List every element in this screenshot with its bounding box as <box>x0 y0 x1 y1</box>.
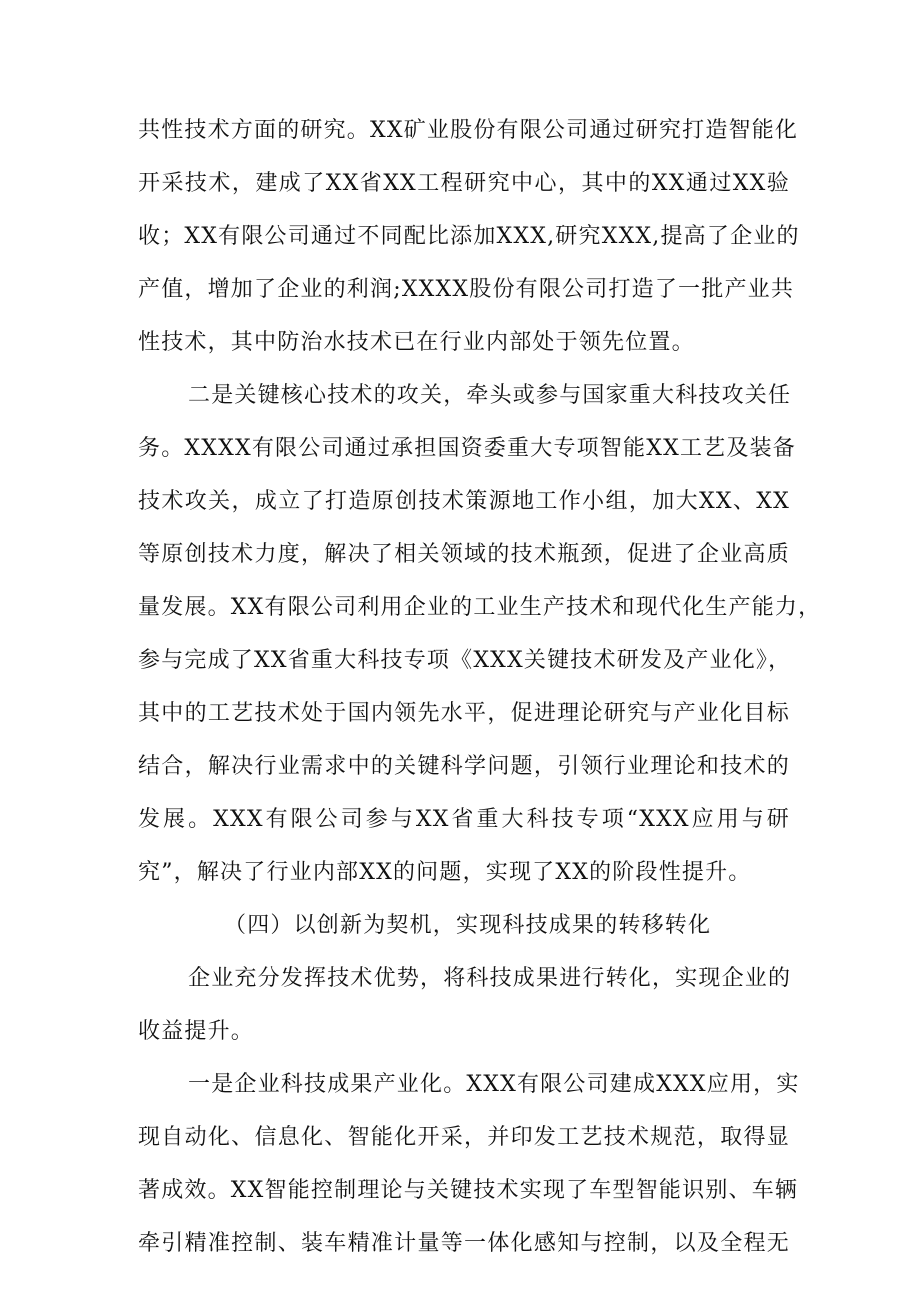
paragraph-line: 参与完成了XX省重大科技专项《XXX关键技术研发及产业化》， <box>138 648 792 673</box>
paragraph-line: 其中的工艺技术处于国内领先水平，促进理论研究与产业化目标 <box>138 701 790 726</box>
paragraph-line: 收益提升。 <box>138 1019 255 1044</box>
paragraph-line: 一是企业科技成果产业化。XXX有限公司建成XXX应用，实 <box>188 1072 800 1097</box>
paragraph-line: 牵引精准控制、装车精准计量等一体化感知与控制，以及全程无 <box>138 1231 790 1256</box>
paragraph-line: 开采技术，建成了XX省XX工程研究中心，其中的XX通过XX验 <box>138 171 790 196</box>
paragraph-line: 现自动化、信息化、智能化开采，并印发工艺技术规范，取得显 <box>138 1125 790 1150</box>
paragraph-line: 等原创技术力度，解决了相关领域的技术瓶颈，促进了企业高质 <box>138 542 790 567</box>
paragraph-line: 著成效。XX智能控制理论与关键技术实现了车型智能识别、车辆 <box>138 1178 799 1203</box>
section-heading: （四）以创新为契机，实现科技成果的转移转化 <box>224 913 712 938</box>
paragraph-line: 产值，增加了企业的利润;XXXX股份有限公司打造了一批产业共 <box>138 277 795 302</box>
paragraph-line: 究”，解决了行业内部XX的问题，实现了XX的阶段性提升。 <box>138 860 752 885</box>
paragraph-line: 性技术，其中防治水技术已在行业内部处于领先位置。 <box>138 330 695 355</box>
paragraph-line: 技术攻关，成立了打造原创技术策源地工作小组，加大XX、XX <box>138 489 790 514</box>
paragraph-line: 务。XXXX有限公司通过承担国资委重大专项智能XX工艺及装备 <box>138 436 796 461</box>
paragraph-line: 结合，解决行业需求中的关键科学问题，引领行业理论和技术的 <box>138 754 790 779</box>
paragraph-line: 量发展。XX有限公司利用企业的工业生产技术和现代化生产能力， <box>138 595 822 620</box>
paragraph-line: 收；XX有限公司通过不同配比添加XXX,研究XXX,提高了企业的 <box>138 224 800 249</box>
paragraph-line: 二是关键核心技术的攻关，牵头或参与国家重大科技攻关任 <box>188 383 792 408</box>
paragraph-line: 共性技术方面的研究。XX矿业股份有限公司通过研究打造智能化 <box>138 118 799 143</box>
paragraph-line: 发展。XXX有限公司参与XX省重大科技专项“XXX应用与研 <box>138 807 790 832</box>
paragraph-line: 企业充分发挥技术优势，将科技成果进行转化，实现企业的 <box>188 966 792 991</box>
